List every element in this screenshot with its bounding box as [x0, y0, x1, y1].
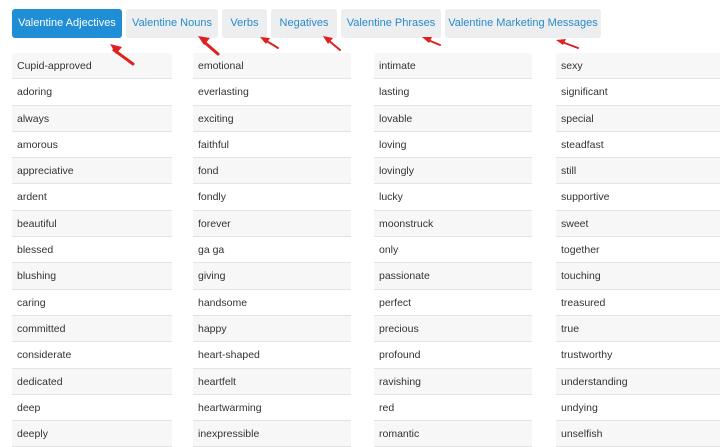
word-cell: intimate: [374, 53, 532, 79]
word-cell: appreciative: [12, 158, 172, 184]
word-cell: always: [12, 106, 172, 132]
word-cell: loving: [374, 132, 532, 158]
word-cell: deep: [12, 395, 172, 421]
word-cell: perfect: [374, 290, 532, 316]
word-cell: touching: [556, 263, 720, 289]
tab-verbs[interactable]: Verbs: [222, 9, 267, 38]
word-cell: heartfelt: [193, 369, 351, 395]
tab-valentine-nouns[interactable]: Valentine Nouns: [126, 9, 218, 38]
word-cell: moonstruck: [374, 211, 532, 237]
tab-negatives[interactable]: Negatives: [271, 9, 337, 38]
word-cell: sexy: [556, 53, 720, 79]
word-cell: ardent: [12, 184, 172, 210]
tab-valentine-adjectives[interactable]: Valentine Adjectives: [12, 9, 122, 38]
word-cell: adoring: [12, 79, 172, 105]
word-cell: blessed: [12, 237, 172, 263]
word-cell: handsome: [193, 290, 351, 316]
word-cell: unselfish: [556, 421, 720, 447]
word-cell: deeply: [12, 421, 172, 447]
word-cell: faithful: [193, 132, 351, 158]
word-column: [374, 53, 532, 447]
word-cell: blushing: [12, 263, 172, 289]
word-cell: profound: [374, 342, 532, 368]
word-cell: exciting: [193, 106, 351, 132]
word-cell: true: [556, 316, 720, 342]
word-cell: lucky: [374, 184, 532, 210]
word-cell: still: [556, 158, 720, 184]
word-cell: fond: [193, 158, 351, 184]
word-cell: heart-shaped: [193, 342, 351, 368]
word-cell: red: [374, 395, 532, 421]
word-column: [193, 53, 351, 447]
word-cell: emotional: [193, 53, 351, 79]
word-cell: supportive: [556, 184, 720, 210]
word-cell: ravishing: [374, 369, 532, 395]
tab-bar: [0, 0, 720, 50]
word-cell: ga ga: [193, 237, 351, 263]
word-column: [556, 53, 720, 447]
word-cell: giving: [193, 263, 351, 289]
word-cell: only: [374, 237, 532, 263]
word-cell: committed: [12, 316, 172, 342]
word-cell: amorous: [12, 132, 172, 158]
word-cell: forever: [193, 211, 351, 237]
tab-valentine-phrases[interactable]: Valentine Phrases: [341, 9, 441, 38]
word-cell: caring: [12, 290, 172, 316]
word-cell: happy: [193, 316, 351, 342]
word-cell: dedicated: [12, 369, 172, 395]
word-cell: sweet: [556, 211, 720, 237]
word-cell: inexpressible: [193, 421, 351, 447]
word-cell: Cupid-approved: [12, 53, 172, 79]
word-cell: heartwarming: [193, 395, 351, 421]
word-cell: beautiful: [12, 211, 172, 237]
word-cell: lovable: [374, 106, 532, 132]
word-cell: fondly: [193, 184, 351, 210]
word-column: [12, 53, 172, 447]
word-cell: significant: [556, 79, 720, 105]
word-cell: romantic: [374, 421, 532, 447]
word-cell: everlasting: [193, 79, 351, 105]
word-cell: precious: [374, 316, 532, 342]
word-cell: treasured: [556, 290, 720, 316]
word-cell: considerate: [12, 342, 172, 368]
word-cell: understanding: [556, 369, 720, 395]
word-cell: passionate: [374, 263, 532, 289]
tab-valentine-marketing-messages[interactable]: Valentine Marketing Messages: [445, 9, 601, 38]
word-cell: lasting: [374, 79, 532, 105]
word-cell: together: [556, 237, 720, 263]
word-cell: undying: [556, 395, 720, 421]
word-cell: trustworthy: [556, 342, 720, 368]
word-cell: steadfast: [556, 132, 720, 158]
word-cell: special: [556, 106, 720, 132]
word-cell: lovingly: [374, 158, 532, 184]
